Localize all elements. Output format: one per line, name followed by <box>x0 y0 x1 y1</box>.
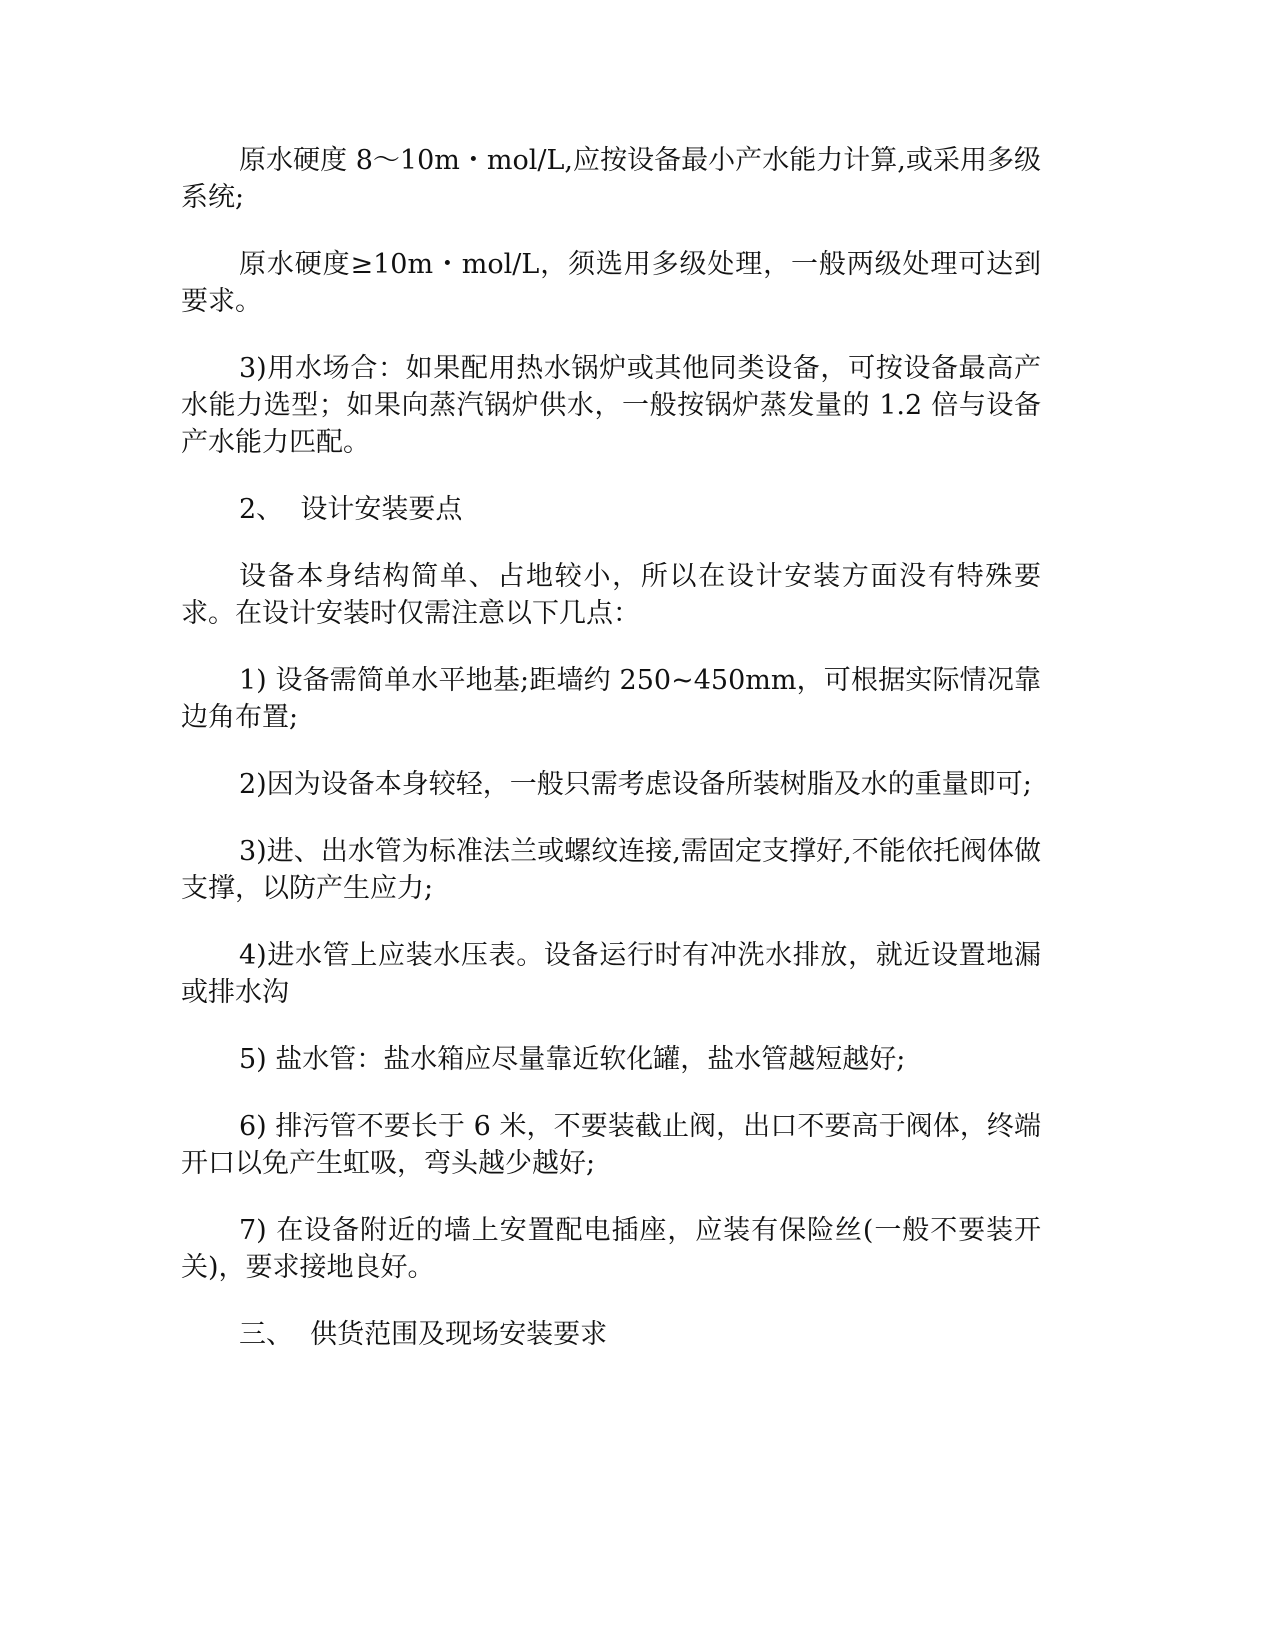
paragraph-raw-water-hardness-8-10: 原水硬度 8～10m・mol/L,应按设备最小产水能力计算,或采用多级系统; <box>181 145 1041 213</box>
paragraph-raw-water-hardness-over-10: 原水硬度≥10m・mol/L，须选用多级处理，一般两级处理可达到要求。 <box>181 249 1041 317</box>
section-heading-design-installation: 2、 设计安装要点 <box>239 494 463 525</box>
paragraph-water-usage-scenario: 3)用水场合：如果配用热水锅炉或其他同类设备，可按设备最高产水能力选型；如果向蒸汽锅炉供水，一般按锅炉蒸发量的 1.2 倍与设备产水能力匹配。 <box>181 353 1041 458</box>
list-item-weight: 2)因为设备本身较轻，一般只需考虑设备所装树脂及水的重量即可; <box>239 769 1032 800</box>
document-body <box>181 142 1041 1383</box>
list-item-pipe-connection: 3)进、出水管为标准法兰或螺纹连接,需固定支撑好,不能依托阀体做支撑，以防产生应力; <box>181 836 1041 904</box>
list-item-brine-pipe: 5) 盐水管：盐水箱应尽量靠近软化罐，盐水管越短越好; <box>239 1044 906 1075</box>
list-item-pressure-gauge: 4)进水管上应装水压表。设备运行时有冲洗水排放，就近设置地漏或排水沟 <box>181 940 1041 1008</box>
list-item-foundation: 1) 设备需简单水平地基;距墙约 250~450mm，可根据实际情况靠边角布置; <box>181 665 1041 733</box>
list-item-drain-pipe: 6) 排污管不要长于 6 米，不要装截止阀，出口不要高于阀体，终端开口以免产生虹吸，弯头越少越好; <box>181 1111 1041 1179</box>
paragraph-design-installation-intro: 设备本身结构简单、占地较小，所以在设计安装方面没有特殊要求。在设计安装时仅需注意以下几点： <box>181 561 1041 629</box>
list-item-power-socket: 7) 在设备附近的墙上安置配电插座，应装有保险丝(一般不要装开关)，要求接地良好。 <box>181 1215 1041 1283</box>
section-heading-supply-scope: 三、 供货范围及现场安装要求 <box>239 1319 608 1350</box>
